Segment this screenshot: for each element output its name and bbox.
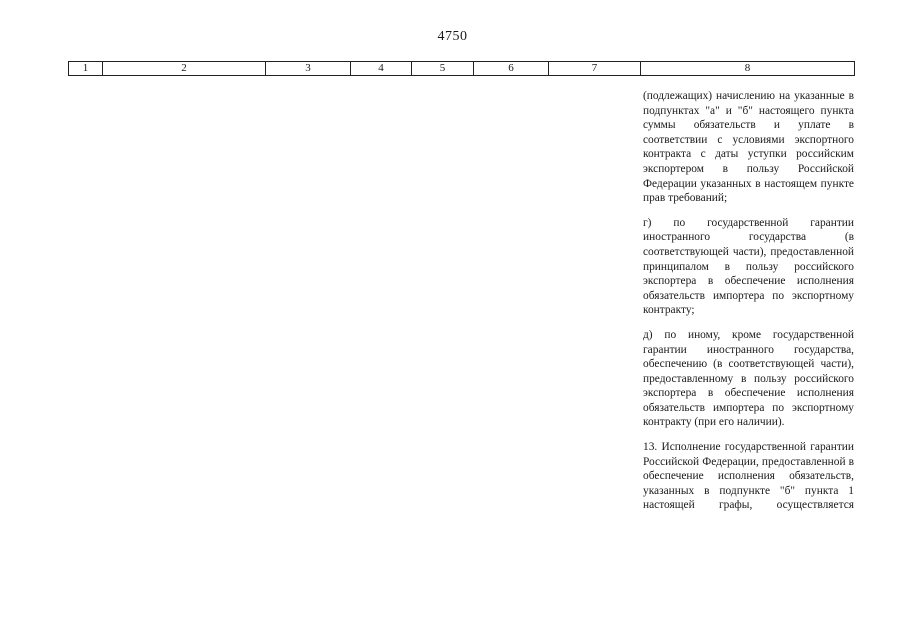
paragraph: д) по иному, кроме государственной гарантии иностранного государства, обеспечению (в соответствующей части), предоставленному в пользу российского экспортера в обеспечение исполнения обязательств импортера по экспортному контракту (при его наличии).	[643, 328, 854, 429]
paragraph: 13. Исполнение государственной гарантии Российской Федерации, предоставленной в обеспечение исполнения обязательств, указанных в подпункте "б" пункта 1 настоящей графы, осуществляется	[643, 441, 854, 512]
paragraph: г) по государственной гарантии иностранного государства (в соответствующей части), предоставленной принципалом в пользу российского экспортера в обеспечение исполнения обязательств импортера по экспортному контракту;	[643, 216, 854, 317]
column-number-cell: 6	[474, 62, 549, 76]
column-number-cell: 1	[69, 62, 103, 76]
column-number-cell: 4	[351, 62, 412, 76]
header-row	[69, 62, 855, 76]
column-number-cell: 3	[266, 62, 351, 76]
column-number-cell: 2	[103, 62, 266, 76]
column-number-cell: 5	[412, 62, 474, 76]
paragraph: (подлежащих) начислению на указанные в подпунктах "а" и "б" настоящего пункта суммы обязательств и уплате в соответствии с условиями экспортного контракта с даты уступки российским экспортером в пользу Российской Федерации указанных в настоящем пункте прав требований;	[643, 90, 854, 205]
page-number: 4750	[437, 29, 468, 44]
column-number-cell: 8	[641, 62, 855, 76]
column-8-text	[643, 89, 854, 513]
column-number-header	[68, 61, 855, 76]
column-number-cell: 7	[549, 62, 641, 76]
